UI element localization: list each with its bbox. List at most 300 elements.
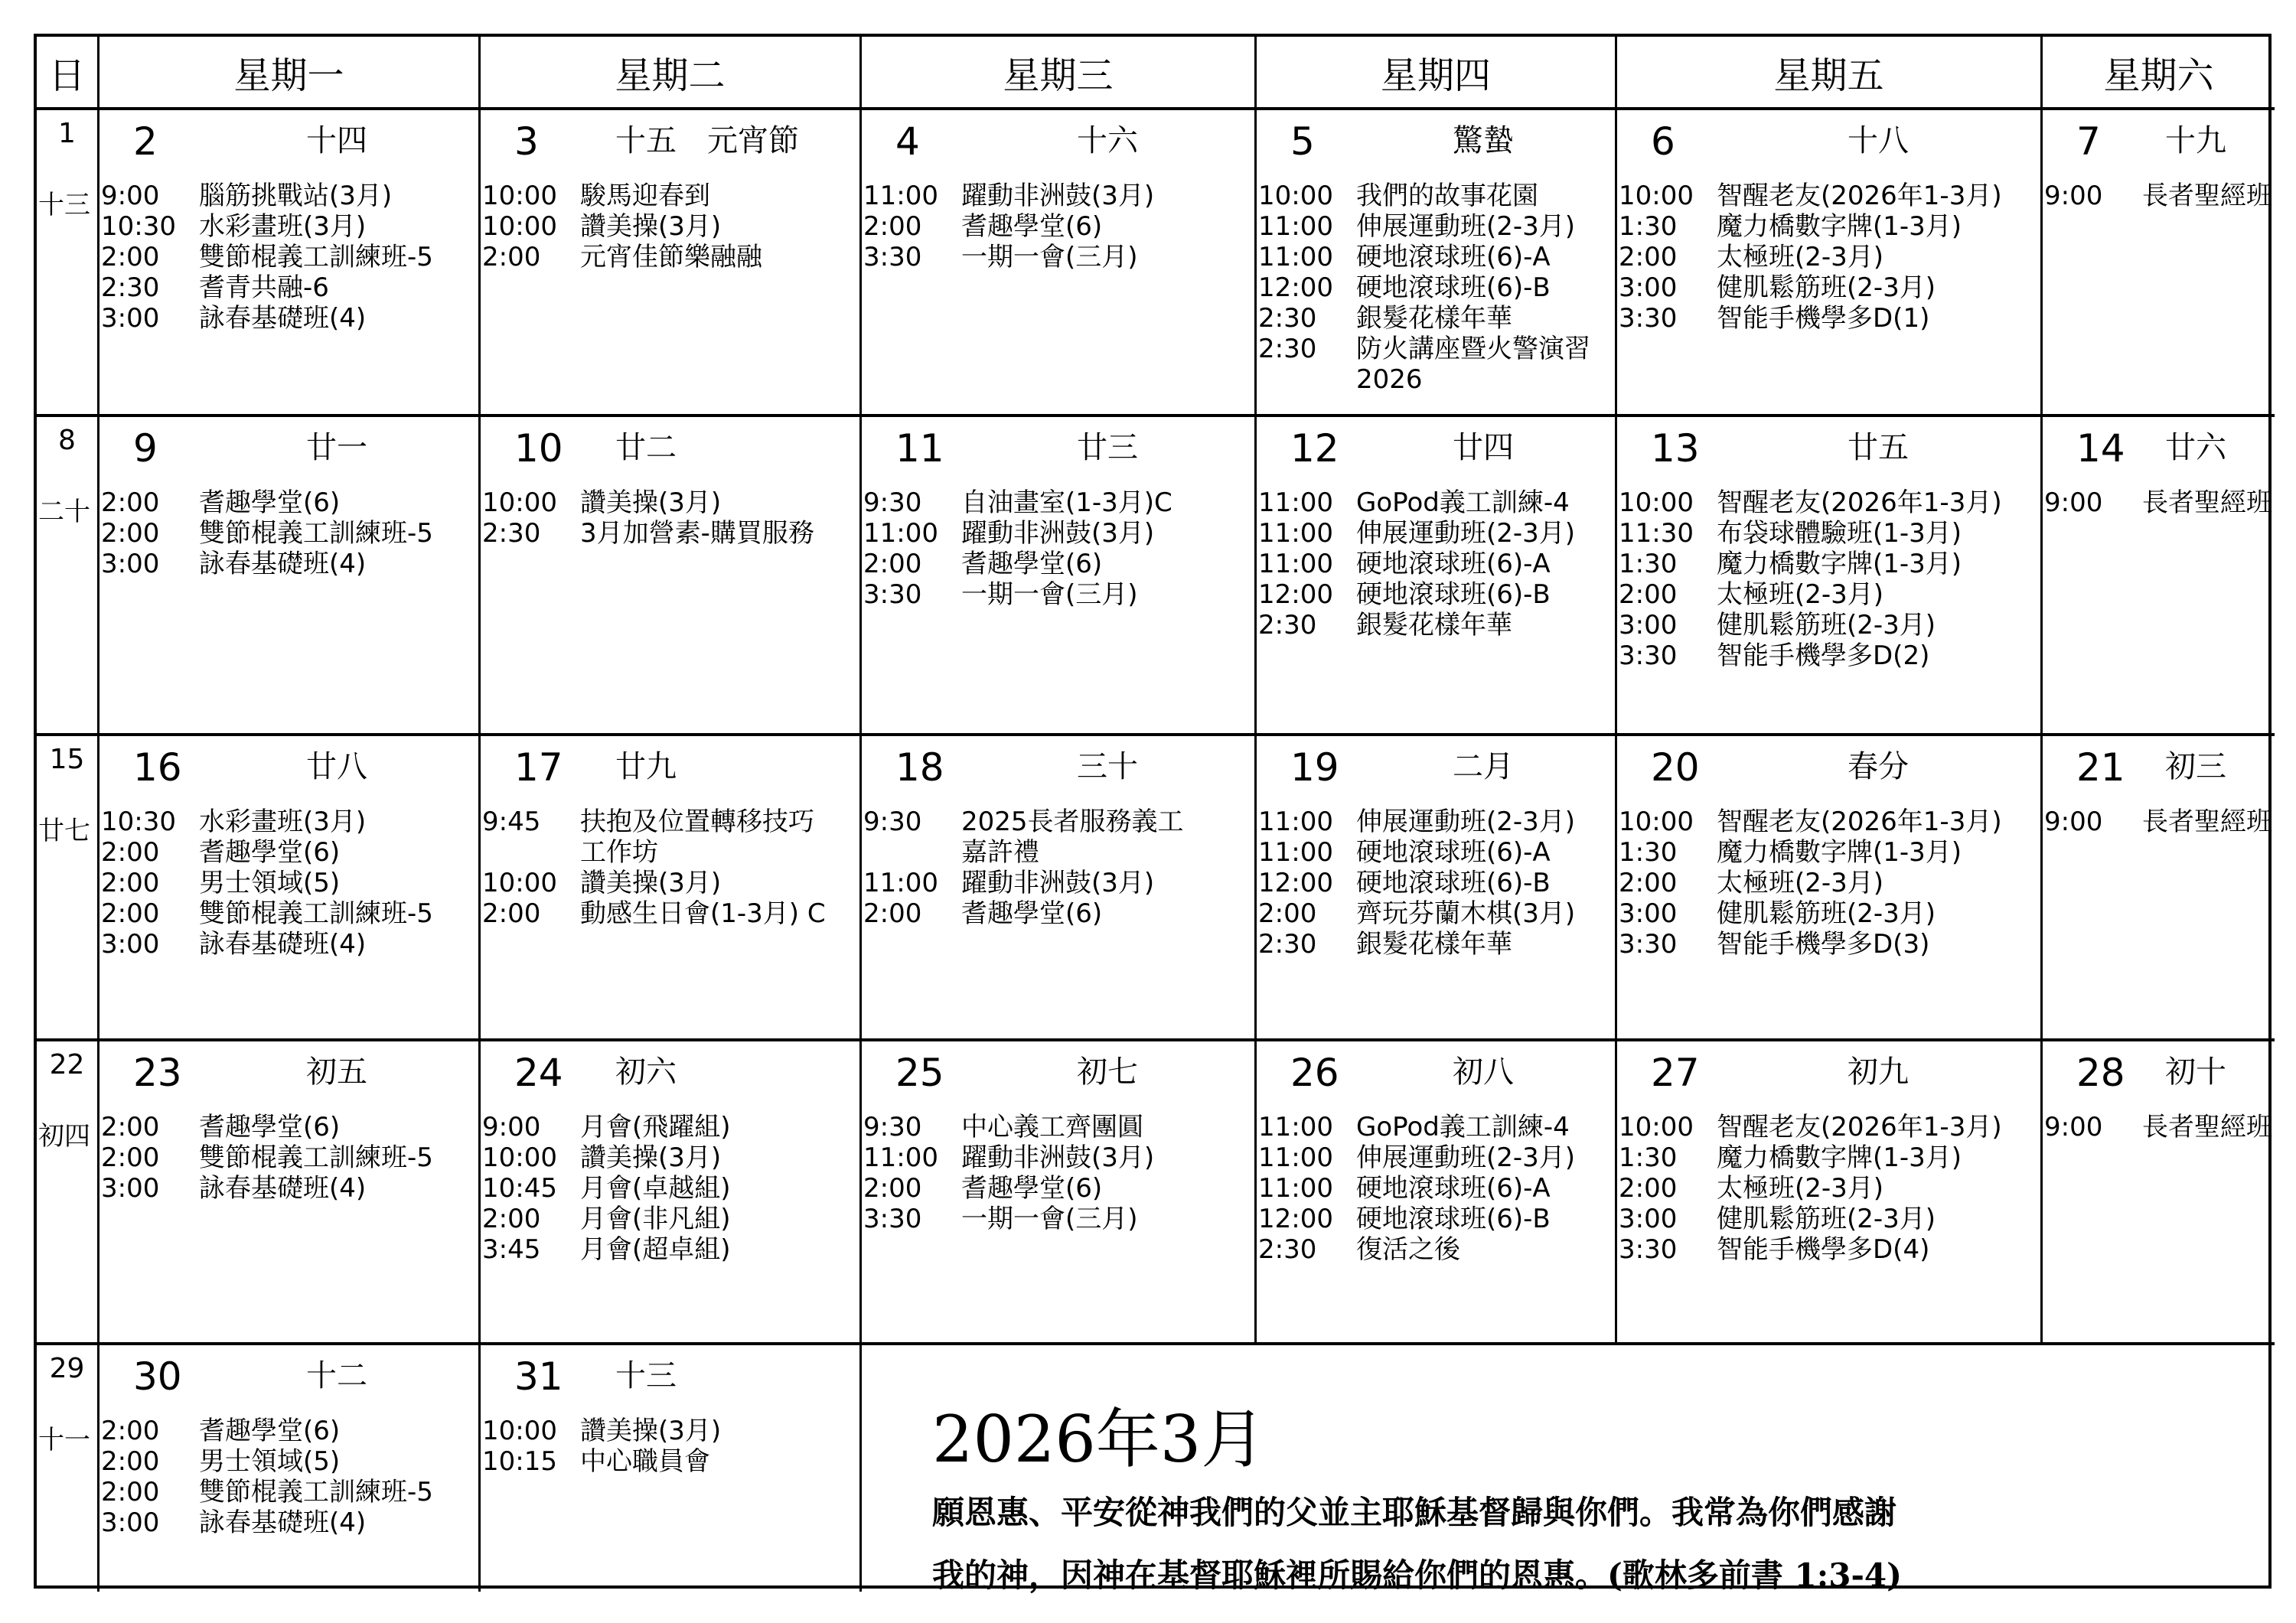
event-item[interactable] bbox=[1619, 898, 2040, 929]
event-name: 月會(超卓組) bbox=[580, 1234, 731, 1265]
event-item[interactable] bbox=[1619, 1142, 2040, 1173]
event-item[interactable] bbox=[101, 1446, 478, 1477]
event-name: 伸展運動班(2-3月) bbox=[1356, 1142, 1576, 1173]
event-item[interactable] bbox=[2044, 181, 2275, 211]
event-time: 1:30 bbox=[1619, 549, 1678, 579]
event-time: 2:00 bbox=[482, 1204, 541, 1234]
event-name: 硬地滾球班(6)-A bbox=[1356, 549, 1551, 579]
day-number: 6 bbox=[1651, 119, 1675, 164]
day-cell[interactable] bbox=[481, 110, 862, 417]
event-item[interactable] bbox=[863, 487, 1254, 518]
event-item[interactable] bbox=[863, 1142, 1254, 1173]
event-item[interactable] bbox=[1258, 211, 1615, 242]
month-title: 2026年3月 bbox=[932, 1402, 1266, 1477]
event-item[interactable] bbox=[482, 211, 859, 242]
event-name: 腦筋挑戰站(3月) bbox=[199, 181, 393, 211]
lunar-date: 廿八 bbox=[306, 749, 367, 784]
event-item[interactable] bbox=[2044, 1112, 2275, 1142]
day-number: 25 bbox=[895, 1051, 944, 1095]
event-time: 2:00 bbox=[863, 898, 922, 929]
lunar-date: 廿七 bbox=[38, 816, 90, 846]
event-time: 2:00 bbox=[101, 837, 160, 868]
event-item[interactable] bbox=[2044, 487, 2275, 518]
event-item[interactable] bbox=[1619, 1173, 2040, 1204]
lunar-date: 廿一 bbox=[306, 430, 367, 465]
event-item[interactable] bbox=[101, 272, 478, 303]
lunar-date: 二月 bbox=[1453, 749, 1514, 784]
event-name: 健肌鬆筋班(2-3月) bbox=[1717, 898, 1936, 929]
day-cell[interactable] bbox=[481, 736, 862, 1041]
day-cell[interactable] bbox=[99, 736, 481, 1041]
event-item[interactable] bbox=[1258, 579, 1615, 610]
event-time: 10:00 bbox=[1619, 181, 1694, 211]
event-time: 11:00 bbox=[1258, 518, 1333, 549]
event-item[interactable] bbox=[863, 579, 1254, 610]
event-name: 智能手機學多D(4) bbox=[1717, 1234, 1930, 1265]
day-cell[interactable] bbox=[1617, 417, 2043, 736]
event-item[interactable] bbox=[1619, 272, 2040, 303]
sunday-cell[interactable] bbox=[37, 1041, 99, 1345]
lunar-date: 廿九 bbox=[615, 749, 677, 784]
event-item[interactable] bbox=[101, 868, 478, 898]
event-time: 10:00 bbox=[1258, 181, 1333, 211]
event-time: 11:00 bbox=[863, 868, 938, 898]
event-item[interactable] bbox=[1619, 579, 2040, 610]
event-name: 長者聖經班 bbox=[2142, 1112, 2272, 1142]
event-item[interactable] bbox=[1619, 610, 2040, 640]
event-time: 9:00 bbox=[2044, 807, 2103, 837]
event-time: 10:00 bbox=[482, 487, 557, 518]
event-item[interactable] bbox=[101, 1112, 478, 1142]
sunday-cell[interactable] bbox=[37, 736, 99, 1041]
event-item[interactable] bbox=[1619, 929, 2040, 960]
lunar-date: 初五 bbox=[306, 1054, 367, 1090]
event-list bbox=[482, 181, 859, 272]
event-item[interactable] bbox=[863, 1173, 1254, 1204]
event-name: 硬地滾球班(6)-B bbox=[1356, 1204, 1551, 1234]
event-item[interactable] bbox=[1619, 211, 2040, 242]
event-item[interactable] bbox=[482, 518, 859, 549]
day-number: 15 bbox=[49, 744, 85, 775]
event-item[interactable] bbox=[1619, 640, 2040, 671]
event-name: 硬地滾球班(6)-B bbox=[1356, 272, 1551, 303]
day-number: 9 bbox=[133, 426, 158, 471]
event-name: 太極班(2-3月) bbox=[1717, 1173, 1884, 1204]
sunday-cell[interactable] bbox=[37, 1345, 99, 1592]
event-item[interactable] bbox=[1619, 837, 2040, 868]
event-item[interactable] bbox=[1619, 181, 2040, 211]
event-list bbox=[482, 807, 859, 929]
day-cell[interactable] bbox=[1257, 110, 1617, 417]
event-time: 9:30 bbox=[863, 487, 922, 518]
day-cell[interactable] bbox=[862, 1041, 1257, 1345]
day-cell[interactable] bbox=[2043, 736, 2275, 1041]
event-time: 3:00 bbox=[101, 1173, 160, 1204]
day-cell[interactable] bbox=[99, 1345, 481, 1592]
event-item[interactable] bbox=[1619, 1112, 2040, 1142]
event-item[interactable] bbox=[1258, 272, 1615, 303]
event-item[interactable] bbox=[101, 181, 478, 211]
event-item[interactable] bbox=[482, 1416, 859, 1446]
event-time: 2:00 bbox=[863, 211, 922, 242]
event-name: 銀髮花樣年華 bbox=[1356, 303, 1512, 334]
event-list bbox=[482, 1416, 859, 1477]
event-item[interactable] bbox=[482, 1173, 859, 1204]
day-cell[interactable] bbox=[99, 110, 481, 417]
day-cell[interactable] bbox=[1257, 417, 1617, 736]
event-time: 1:30 bbox=[1619, 837, 1678, 868]
event-name: 元宵佳節樂融融 bbox=[580, 242, 762, 272]
event-time: 9:00 bbox=[101, 181, 160, 211]
event-name: 扶抱及位置轉移技巧 工作坊 bbox=[580, 807, 814, 868]
event-item[interactable] bbox=[482, 242, 859, 272]
event-time: 10:00 bbox=[482, 211, 557, 242]
day-cell[interactable] bbox=[1257, 1041, 1617, 1345]
lunar-date: 初六 bbox=[615, 1054, 677, 1090]
day-cell[interactable] bbox=[481, 1345, 862, 1592]
day-number: 30 bbox=[133, 1354, 182, 1399]
event-name: 雙節棍義工訓練班-5 bbox=[199, 1142, 433, 1173]
event-item[interactable] bbox=[1258, 837, 1615, 868]
event-time: 2:00 bbox=[1619, 579, 1678, 610]
day-number: 26 bbox=[1290, 1051, 1339, 1095]
event-time: 2:30 bbox=[1258, 610, 1317, 640]
event-item[interactable] bbox=[1258, 549, 1615, 579]
event-time: 9:00 bbox=[482, 1112, 541, 1142]
event-time: 10:15 bbox=[482, 1446, 557, 1477]
event-item[interactable] bbox=[1258, 1234, 1615, 1265]
event-list bbox=[2044, 181, 2275, 211]
event-item[interactable] bbox=[1258, 1112, 1615, 1142]
event-time: 9:00 bbox=[2044, 1112, 2103, 1142]
event-item[interactable] bbox=[482, 1204, 859, 1234]
event-item[interactable] bbox=[101, 549, 478, 579]
event-name: 詠春基礎班(4) bbox=[199, 929, 367, 960]
event-item[interactable] bbox=[863, 242, 1254, 272]
event-item[interactable] bbox=[482, 807, 859, 868]
event-name: 一期一會(三月) bbox=[961, 579, 1138, 610]
event-item[interactable] bbox=[101, 1477, 478, 1507]
event-time: 2:00 bbox=[101, 1477, 160, 1507]
event-item[interactable] bbox=[101, 242, 478, 272]
event-time: 3:30 bbox=[1619, 929, 1678, 960]
event-time: 9:45 bbox=[482, 807, 541, 837]
event-item[interactable] bbox=[1258, 898, 1615, 929]
event-time: 3:00 bbox=[101, 303, 160, 334]
event-item[interactable] bbox=[863, 1112, 1254, 1142]
event-item[interactable] bbox=[2044, 807, 2275, 837]
day-number: 4 bbox=[895, 119, 920, 164]
event-time: 11:00 bbox=[1258, 807, 1333, 837]
event-name: 男士領域(5) bbox=[199, 1446, 341, 1477]
event-time: 3:30 bbox=[1619, 303, 1678, 334]
event-list bbox=[1619, 487, 2040, 671]
day-number: 19 bbox=[1290, 745, 1339, 790]
day-cell[interactable] bbox=[862, 736, 1257, 1041]
event-list bbox=[2044, 1112, 2275, 1142]
lunar-date: 春分 bbox=[1848, 749, 1909, 784]
event-name: 耆趣學堂(6) bbox=[961, 211, 1103, 242]
event-time: 10:00 bbox=[1619, 807, 1694, 837]
lunar-date: 十一 bbox=[38, 1425, 90, 1455]
event-item[interactable] bbox=[101, 211, 478, 242]
day-number: 3 bbox=[514, 119, 539, 164]
event-time: 3:45 bbox=[482, 1234, 541, 1265]
event-item[interactable] bbox=[1619, 518, 2040, 549]
event-item[interactable] bbox=[101, 837, 478, 868]
month-info-panel bbox=[862, 1345, 2275, 1592]
event-item[interactable] bbox=[863, 1204, 1254, 1234]
event-name: 男士領域(5) bbox=[199, 868, 341, 898]
event-item[interactable] bbox=[101, 487, 478, 518]
event-item[interactable] bbox=[1619, 1234, 2040, 1265]
day-number: 29 bbox=[49, 1353, 85, 1384]
weekday-header: 日 bbox=[37, 37, 99, 110]
lunar-date: 十三 bbox=[615, 1358, 677, 1393]
lunar-date: 廿六 bbox=[2165, 430, 2226, 465]
event-time: 2:00 bbox=[101, 242, 160, 272]
event-time: 12:00 bbox=[1258, 1204, 1333, 1234]
event-item[interactable] bbox=[863, 807, 1254, 868]
day-number: 13 bbox=[1651, 426, 1700, 471]
day-cell[interactable] bbox=[862, 110, 1257, 417]
event-item[interactable] bbox=[482, 1234, 859, 1265]
event-name: 智能手機學多D(3) bbox=[1717, 929, 1930, 960]
lunar-date: 二十 bbox=[38, 497, 90, 527]
event-list bbox=[101, 807, 478, 960]
event-name: 2025長者服務義工 嘉許禮 bbox=[961, 807, 1184, 868]
event-list bbox=[1619, 807, 2040, 960]
event-name: 耆趣學堂(6) bbox=[961, 549, 1103, 579]
event-name: 伸展運動班(2-3月) bbox=[1356, 211, 1576, 242]
event-item[interactable] bbox=[1258, 487, 1615, 518]
event-time: 2:00 bbox=[482, 898, 541, 929]
event-item[interactable] bbox=[101, 1507, 478, 1538]
event-item[interactable] bbox=[863, 518, 1254, 549]
day-number: 10 bbox=[514, 426, 563, 471]
event-list bbox=[101, 181, 478, 334]
day-number: 16 bbox=[133, 745, 182, 790]
event-time: 3:30 bbox=[863, 579, 922, 610]
event-item[interactable] bbox=[101, 807, 478, 837]
event-item[interactable] bbox=[1619, 487, 2040, 518]
event-list bbox=[1258, 1112, 1615, 1265]
event-name: 健肌鬆筋班(2-3月) bbox=[1717, 610, 1936, 640]
event-time: 3:00 bbox=[1619, 610, 1678, 640]
event-time: 9:00 bbox=[2044, 181, 2103, 211]
event-item[interactable] bbox=[863, 898, 1254, 929]
event-name: 讚美操(3月) bbox=[580, 487, 722, 518]
lunar-date: 初八 bbox=[1453, 1054, 1514, 1090]
event-item[interactable] bbox=[1258, 610, 1615, 640]
event-name: 硬地滾球班(6)-A bbox=[1356, 837, 1551, 868]
event-time: 10:00 bbox=[482, 181, 557, 211]
event-item[interactable] bbox=[101, 1142, 478, 1173]
day-cell[interactable] bbox=[481, 1041, 862, 1345]
day-number: 28 bbox=[2076, 1051, 2125, 1095]
event-list bbox=[2044, 807, 2275, 837]
event-time: 10:30 bbox=[101, 807, 176, 837]
day-cell[interactable] bbox=[1257, 736, 1617, 1041]
event-item[interactable] bbox=[482, 181, 859, 211]
day-cell[interactable] bbox=[862, 417, 1257, 736]
event-item[interactable] bbox=[863, 868, 1254, 898]
day-cell[interactable] bbox=[1617, 736, 2043, 1041]
bible-verse bbox=[932, 1481, 2296, 1607]
event-time: 2:00 bbox=[1258, 898, 1317, 929]
event-name: 復活之後 bbox=[1356, 1234, 1460, 1265]
event-name: 耆趣學堂(6) bbox=[961, 1173, 1103, 1204]
event-name: 銀髮花樣年華 bbox=[1356, 610, 1512, 640]
day-cell[interactable] bbox=[2043, 110, 2275, 417]
event-item[interactable] bbox=[482, 1112, 859, 1142]
event-item[interactable] bbox=[1258, 1204, 1615, 1234]
event-time: 11:30 bbox=[1619, 518, 1694, 549]
event-name: 智能手機學多D(2) bbox=[1717, 640, 1930, 671]
event-time: 12:00 bbox=[1258, 272, 1333, 303]
event-time: 2:00 bbox=[863, 549, 922, 579]
event-time: 11:00 bbox=[863, 181, 938, 211]
event-name: 月會(飛躍組) bbox=[580, 1112, 731, 1142]
day-number: 2 bbox=[133, 119, 158, 164]
event-list bbox=[1258, 181, 1615, 395]
lunar-date: 十三 bbox=[38, 190, 90, 220]
event-item[interactable] bbox=[1258, 518, 1615, 549]
event-time: 9:30 bbox=[863, 1112, 922, 1142]
event-item[interactable] bbox=[101, 929, 478, 960]
event-name: 月會(卓越組) bbox=[580, 1173, 731, 1204]
event-item[interactable] bbox=[482, 1142, 859, 1173]
event-item[interactable] bbox=[863, 211, 1254, 242]
sunday-cell[interactable] bbox=[37, 110, 99, 417]
event-name: 魔力橋數字牌(1-3月) bbox=[1717, 549, 1962, 579]
event-item[interactable] bbox=[863, 181, 1254, 211]
event-name: 智能手機學多D(1) bbox=[1717, 303, 1930, 334]
day-number: 31 bbox=[514, 1354, 563, 1399]
event-list bbox=[863, 807, 1254, 929]
event-name: 讚美操(3月) bbox=[580, 1416, 722, 1446]
event-item[interactable] bbox=[482, 1446, 859, 1477]
lunar-date: 初四 bbox=[38, 1121, 90, 1152]
event-item[interactable] bbox=[1258, 1142, 1615, 1173]
day-cell[interactable] bbox=[99, 417, 481, 736]
event-item[interactable] bbox=[482, 898, 859, 929]
event-item[interactable] bbox=[1258, 242, 1615, 272]
event-name: 伸展運動班(2-3月) bbox=[1356, 518, 1576, 549]
event-time: 2:30 bbox=[1258, 303, 1317, 334]
event-name: 動感生日會(1-3月) C bbox=[580, 898, 826, 929]
verse-line-2: 我的神，因神在基督耶穌裡所賜給你們的恩惠。(歌林多前書 1:3-4) bbox=[932, 1556, 1902, 1594]
event-name: 中心職員會 bbox=[580, 1446, 710, 1477]
event-time: 2:00 bbox=[101, 1142, 160, 1173]
event-name: 讚美操(3月) bbox=[580, 868, 722, 898]
event-name: 耆趣學堂(6) bbox=[199, 487, 341, 518]
event-list bbox=[1619, 181, 2040, 334]
event-time: 2:00 bbox=[101, 1446, 160, 1477]
day-cell[interactable] bbox=[481, 417, 862, 736]
event-name: 長者聖經班 bbox=[2142, 807, 2272, 837]
event-time: 2:30 bbox=[1258, 1234, 1317, 1265]
event-item[interactable] bbox=[863, 549, 1254, 579]
event-time: 2:00 bbox=[863, 1173, 922, 1204]
event-item[interactable] bbox=[1619, 549, 2040, 579]
event-item[interactable] bbox=[101, 898, 478, 929]
event-time: 3:00 bbox=[1619, 272, 1678, 303]
event-item[interactable] bbox=[101, 1173, 478, 1204]
event-item[interactable] bbox=[1619, 242, 2040, 272]
event-name: 太極班(2-3月) bbox=[1717, 868, 1884, 898]
event-time: 11:00 bbox=[1258, 211, 1333, 242]
event-time: 11:00 bbox=[1258, 1173, 1333, 1204]
event-time: 3:00 bbox=[101, 929, 160, 960]
event-item[interactable] bbox=[1258, 334, 1615, 395]
event-item[interactable] bbox=[1258, 868, 1615, 898]
day-cell[interactable] bbox=[2043, 417, 2275, 736]
event-time: 11:00 bbox=[1258, 837, 1333, 868]
day-cell[interactable] bbox=[1617, 1041, 2043, 1345]
event-item[interactable] bbox=[101, 1416, 478, 1446]
day-number: 24 bbox=[514, 1051, 563, 1095]
day-cell[interactable] bbox=[2043, 1041, 2275, 1345]
event-name: 讚美操(3月) bbox=[580, 1142, 722, 1173]
day-number: 21 bbox=[2076, 745, 2125, 790]
event-name: 讚美操(3月) bbox=[580, 211, 722, 242]
event-name: 詠春基礎班(4) bbox=[199, 549, 367, 579]
event-item[interactable] bbox=[1258, 929, 1615, 960]
event-name: 智醒老友(2026年1-3月) bbox=[1717, 807, 2002, 837]
event-name: 3月加營素-購買服務 bbox=[580, 518, 814, 549]
lunar-date: 初九 bbox=[1848, 1054, 1909, 1090]
event-item[interactable] bbox=[1258, 181, 1615, 211]
event-time: 3:30 bbox=[1619, 1234, 1678, 1265]
day-number: 22 bbox=[49, 1049, 85, 1080]
event-time: 2:30 bbox=[482, 518, 541, 549]
event-list bbox=[863, 1112, 1254, 1234]
day-number: 18 bbox=[895, 745, 944, 790]
event-time: 2:00 bbox=[101, 1112, 160, 1142]
weekday-header: 星期四 bbox=[1257, 37, 1617, 110]
event-time: 1:30 bbox=[1619, 1142, 1678, 1173]
lunar-date: 驚蟄 bbox=[1453, 123, 1514, 158]
event-time: 2:00 bbox=[482, 242, 541, 272]
event-name: 魔力橋數字牌(1-3月) bbox=[1717, 837, 1962, 868]
event-item[interactable] bbox=[101, 303, 478, 334]
event-time: 2:00 bbox=[1619, 868, 1678, 898]
event-item[interactable] bbox=[482, 487, 859, 518]
sunday-cell[interactable] bbox=[37, 417, 99, 736]
event-item[interactable] bbox=[1258, 1173, 1615, 1204]
day-cell[interactable] bbox=[99, 1041, 481, 1345]
event-list bbox=[1258, 487, 1615, 640]
event-item[interactable] bbox=[1258, 303, 1615, 334]
event-item[interactable] bbox=[1258, 807, 1615, 837]
event-name: 智醒老友(2026年1-3月) bbox=[1717, 487, 2002, 518]
lunar-date: 十五 元宵節 bbox=[615, 123, 799, 158]
event-item[interactable] bbox=[1619, 868, 2040, 898]
event-item[interactable] bbox=[1619, 807, 2040, 837]
event-name: 太極班(2-3月) bbox=[1717, 579, 1884, 610]
event-item[interactable] bbox=[1619, 303, 2040, 334]
lunar-date: 初十 bbox=[2165, 1054, 2226, 1090]
event-item[interactable] bbox=[1619, 1204, 2040, 1234]
event-item[interactable] bbox=[101, 518, 478, 549]
event-time: 11:00 bbox=[1258, 1112, 1333, 1142]
day-cell[interactable] bbox=[1617, 110, 2043, 417]
event-item[interactable] bbox=[482, 868, 859, 898]
event-name: 防火講座暨火警演習 2026 bbox=[1356, 334, 1590, 395]
day-number: 17 bbox=[514, 745, 563, 790]
weekday-header: 星期一 bbox=[99, 37, 481, 110]
